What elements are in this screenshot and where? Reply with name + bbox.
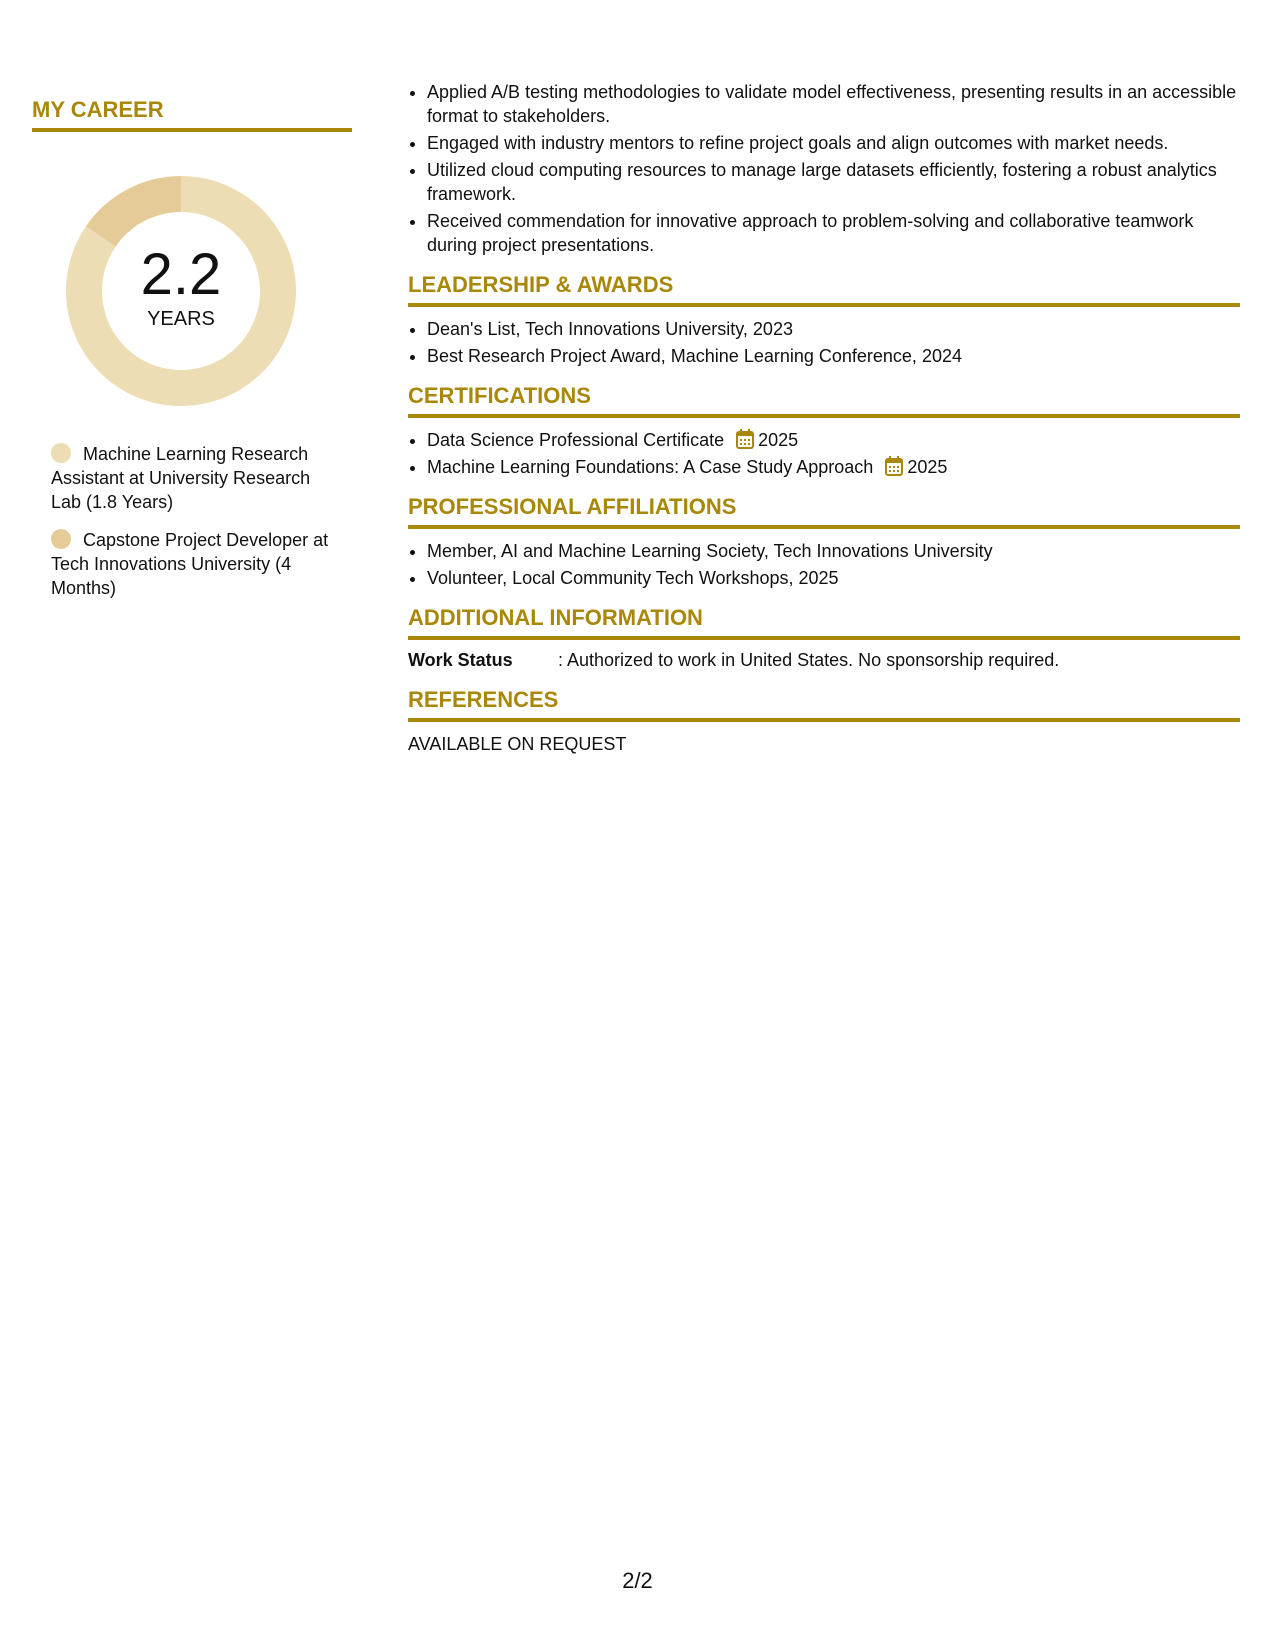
certifications-title: CERTIFICATIONS (408, 382, 1240, 418)
calendar-icon (885, 456, 903, 476)
career-total-value: 2.2 (140, 242, 222, 307)
leadership-title: LEADERSHIP & AWARDS (408, 271, 1240, 307)
list-item: • Engaged with industry mentors to refine project goals and align outcomes with market needs. (427, 131, 1240, 155)
additional-title: ADDITIONAL INFORMATION (408, 604, 1240, 640)
legend-label: Machine Learning Research Assistant at University Research Lab (1.8 Years) (51, 444, 311, 512)
legend-dot (51, 529, 71, 549)
work-status-value: : Authorized to work in United States. No sponsorship required. (558, 650, 1060, 670)
work-status-row (408, 648, 1240, 672)
calendar-icon (736, 429, 754, 449)
career-total-unit: YEARS (147, 308, 215, 330)
certification-name: Data Science Professional Certificate (427, 430, 725, 450)
legend-item (51, 528, 331, 600)
page-number: 2/2 (622, 1568, 653, 1593)
career-legend (51, 442, 331, 600)
affiliations-list (408, 539, 1240, 590)
references-section (408, 686, 1240, 756)
list-item: • Applied A/B testing methodologies to validate model effectiveness, presenting results in an accessible format to stakeholders. (427, 80, 1240, 128)
affiliations-title: PROFESSIONAL AFFILIATIONS (408, 493, 1240, 529)
main-column (408, 80, 1240, 756)
affiliations-section (408, 493, 1240, 590)
list-item: • Volunteer, Local Community Tech Workshops, 2025 (427, 566, 1240, 590)
legend-label: Capstone Project Developer at Tech Innovations University (4 Months) (51, 530, 329, 598)
list-item: • Received commendation for innovative approach to problem-solving and collaborative teamwork during project presentations. (427, 209, 1240, 257)
list-item (427, 455, 1240, 479)
legend-item (51, 442, 331, 514)
certification-year: 2025 (907, 457, 948, 477)
certification-year: 2025 (758, 430, 799, 450)
references-text: AVAILABLE ON REQUEST (408, 734, 627, 754)
references-title: REFERENCES (408, 686, 1240, 722)
certifications-list (408, 428, 1240, 479)
additional-section (408, 604, 1240, 672)
certifications-section (408, 382, 1240, 479)
certification-name: Machine Learning Foundations: A Case Study Approach (427, 457, 874, 477)
list-item: • Dean's List, Tech Innovations University, 2023 (427, 317, 1240, 341)
leadership-section (408, 271, 1240, 368)
career-donut-chart (66, 176, 296, 406)
career-column (32, 96, 352, 614)
list-item: • Member, AI and Machine Learning Society, Tech Innovations University (427, 539, 1240, 563)
experience-bullets (408, 80, 1240, 257)
list-item: • Utilized cloud computing resources to manage large datasets efficiently, fostering a robust analytics framework. (427, 158, 1240, 206)
legend-dot (51, 443, 71, 463)
list-item: • Best Research Project Award, Machine Learning Conference, 2024 (427, 344, 1240, 368)
leadership-list (408, 317, 1240, 368)
list-item (427, 428, 1240, 452)
career-title: MY CAREER (32, 96, 352, 132)
work-status-key: Work Status (408, 650, 513, 670)
